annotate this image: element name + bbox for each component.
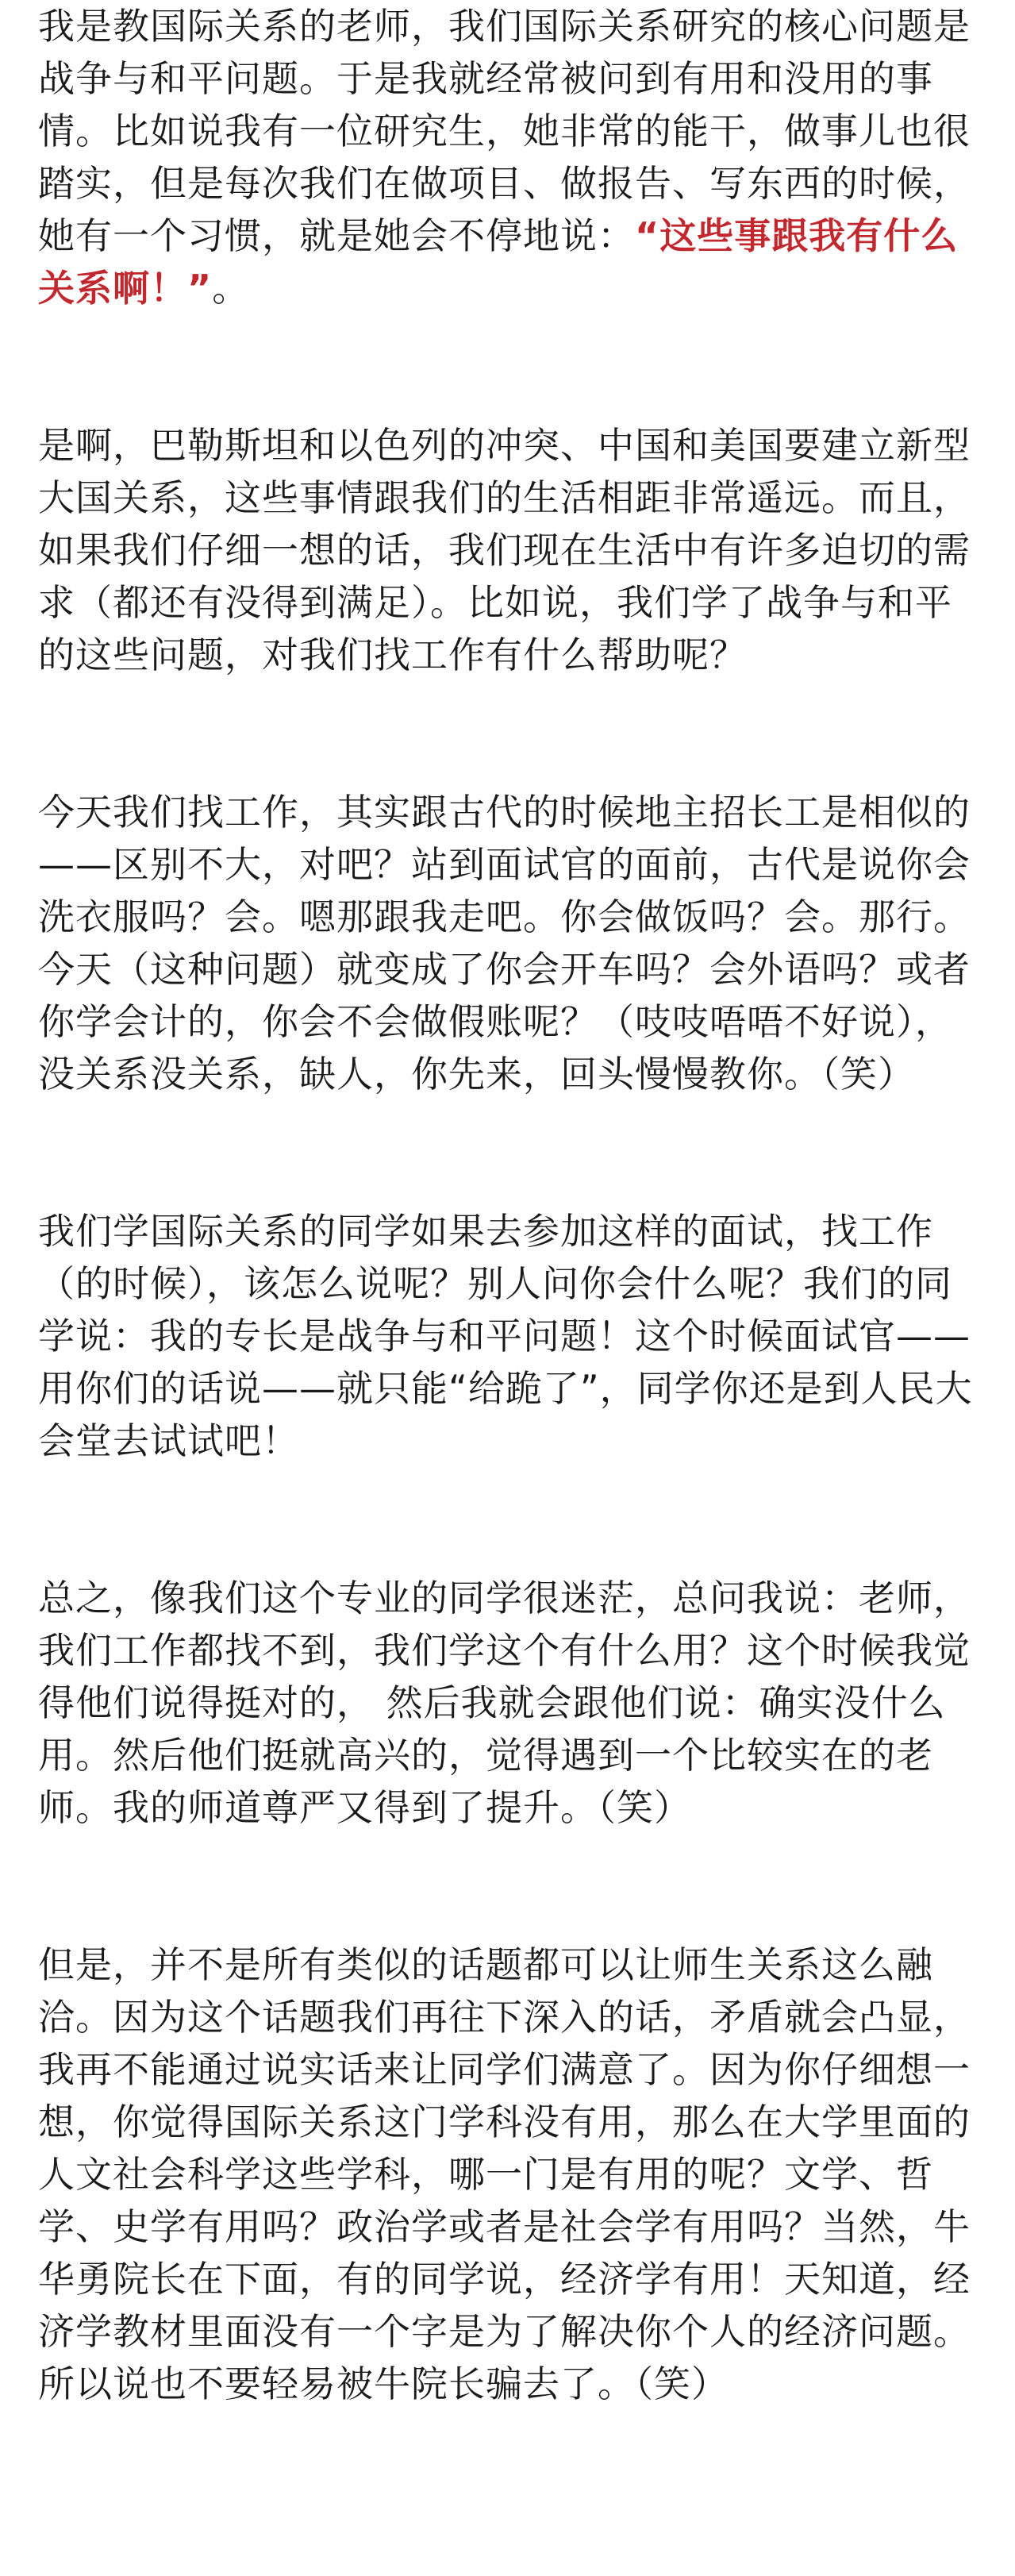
- paragraph-3: [38, 786, 982, 1100]
- article-body: [38, 0, 982, 2410]
- paragraph-6: [38, 1939, 982, 2410]
- highlighted-quote: “这些事跟我有什么关系啊！”: [38, 214, 959, 310]
- paragraph-2: [38, 419, 982, 681]
- paragraph-6-text: 但是，并不是所有类似的话题都可以让师生关系这么融洽。因为这个话题我们再往下深入的话，矛盾就会凸显，我再不能通过说实话来让同学们满意了。因为你仔细想一想，你觉得国际关系这门学科没有用，那么在大学里面的人文社会科学这些学科，哪一门是有用的呢？文学、哲学、史学有用吗？政治学或者是社会学有用吗？当然，牛华勇院长在下面，有的同学说，经济学有用！天知道，经济学教材里面没有一个字是为了解决你个人的经济问题。所以说也不要轻易被牛院长骗去了。（笑）: [38, 1943, 971, 2405]
- paragraph-2-text: 是啊，巴勒斯坦和以色列的冲突、中国和美国要建立新型大国关系，这些事情跟我们的生活相距非常遥远。而且，如果我们仔细一想的话，我们现在生活中有许多迫切的需求（都还有没得到满足）。比如说，我们学了战争与和平的这些问题，对我们找工作有什么帮助呢？: [38, 424, 971, 676]
- paragraph-4-text: 我们学国际关系的同学如果去参加这样的面试，找工作（的时候），该怎么说呢？别人问你会什么呢？我们的同学说：我的专长是战争与和平问题！这个时候面试官——用你们的话说——就只能“给跪了”，同学你还是到人民大会堂去试试吧！: [38, 1210, 973, 1462]
- paragraph-5-text: 总之，像我们这个专业的同学很迷茫，总问我说：老师，我们工作都找不到，我们学这个有什么用？这个时候我觉得他们说得挺对的， 然后我就会跟他们说：确实没什么用。然后他们挺就高兴的，觉得遇到一个比较实在的老师。我的师道尊严又得到了提升。（笑）: [38, 1577, 971, 1829]
- paragraph-1: [38, 0, 982, 314]
- paragraph-1-end: 。: [212, 267, 250, 310]
- paragraph-3-text: 今天我们找工作，其实跟古代的时候地主招长工是相似的——区别不大，对吧？站到面试官的面前，古代是说你会洗衣服吗？会。嗯那跟我走吧。你会做饭吗？会。那行。今天（这种问题）就变成了你会开车吗？会外语吗？或者你学会计的，你会不会做假账呢？（吱吱唔唔不好说），没关系没关系，缺人，你先来，回头慢慢教你。（笑）: [38, 791, 971, 1095]
- paragraph-5: [38, 1572, 982, 1834]
- paragraph-4: [38, 1205, 982, 1467]
- paragraph-1-text: 我是教国际关系的老师，我们国际关系研究的核心问题是战争与和平问题。于是我就经常被问到有用和没用的事情。比如说我有一位研究生，她非常的能干，做事儿也很踏实，但是每次我们在做项目、做报告、写东西的时候，她有一个习惯，就是她会不停地说：: [38, 5, 971, 257]
